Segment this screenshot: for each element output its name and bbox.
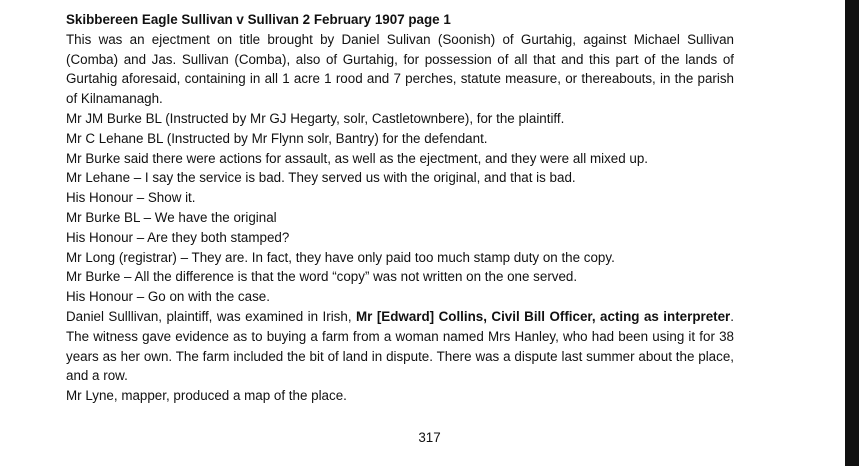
paragraph-lehane-statement: Mr Lehane – I say the service is bad. They served us with the original, and that is bad. (66, 170, 576, 186)
paragraph-burke-original: Mr Burke BL – We have the original (66, 209, 277, 225)
right-edge-border (845, 0, 859, 466)
paragraph-mapper: Mr Lyne, mapper, produced a map of the place. (66, 388, 347, 404)
document-title: Skibbereen Eagle Sullivan v Sullivan 2 February 1907 page 1 (66, 12, 451, 27)
paragraph-ejectment-intro: This was an ejectment on title brought by Daniel Sulivan (Soonish) of Gurtahig, against Michael Sullivan (Comba) and Jas. Sullivan (Comba), also of Gurtahig, for possession of all that and this part of the lands of Gurtahig aforesaid, containing in all 1 acre 1 rood and 7 perches, statute measure, or thereabouts, in the parish of Kilnamanagh. (66, 31, 734, 107)
witness-evidence-lead: Daniel Sulllivan, plaintiff, was examined in Irish, (66, 308, 357, 324)
page-number: 317 (418, 430, 441, 445)
paragraph-honour-stamped: His Honour – Are they both stamped? (66, 229, 290, 245)
paragraph-honour-proceed: His Honour – Go on with the case. (66, 289, 270, 305)
interpreter-highlight: Mr [Edward] Collins, Civil Bill Officer, acting as interpreter (356, 308, 731, 324)
paragraph-registrar-reply: Mr Long (registrar) – They are. In fact, they have only paid too much stamp duty on the copy. (66, 249, 615, 265)
witness-evidence-rest: . The witness gave evidence as to buying a farm from a woman named Mrs Hanley, who had been using it for 38 years as her own. The farm included the bit of land in dispute. There was a dispute last summer about the place, and a row. (66, 308, 735, 384)
paragraph-plaintiff-counsel: Mr JM Burke BL (Instructed by Mr GJ Hegarty, solr, Castletownbere), for the plaintiff. (66, 110, 565, 126)
paragraph-honour-show: His Honour – Show it. (66, 190, 196, 206)
paragraph-defendant-counsel: Mr C Lehane BL (Instructed by Mr Flynn solr, Bantry) for the defendant. (66, 130, 488, 146)
paragraph-burke-statement: Mr Burke said there were actions for assault, as well as the ejectment, and they were all mixed up. (66, 150, 649, 166)
document-body (66, 10, 734, 406)
paragraph-witness-evidence (66, 307, 734, 386)
paragraph-burke-difference: Mr Burke – All the difference is that the word “copy” was not written on the one served. (66, 269, 578, 285)
